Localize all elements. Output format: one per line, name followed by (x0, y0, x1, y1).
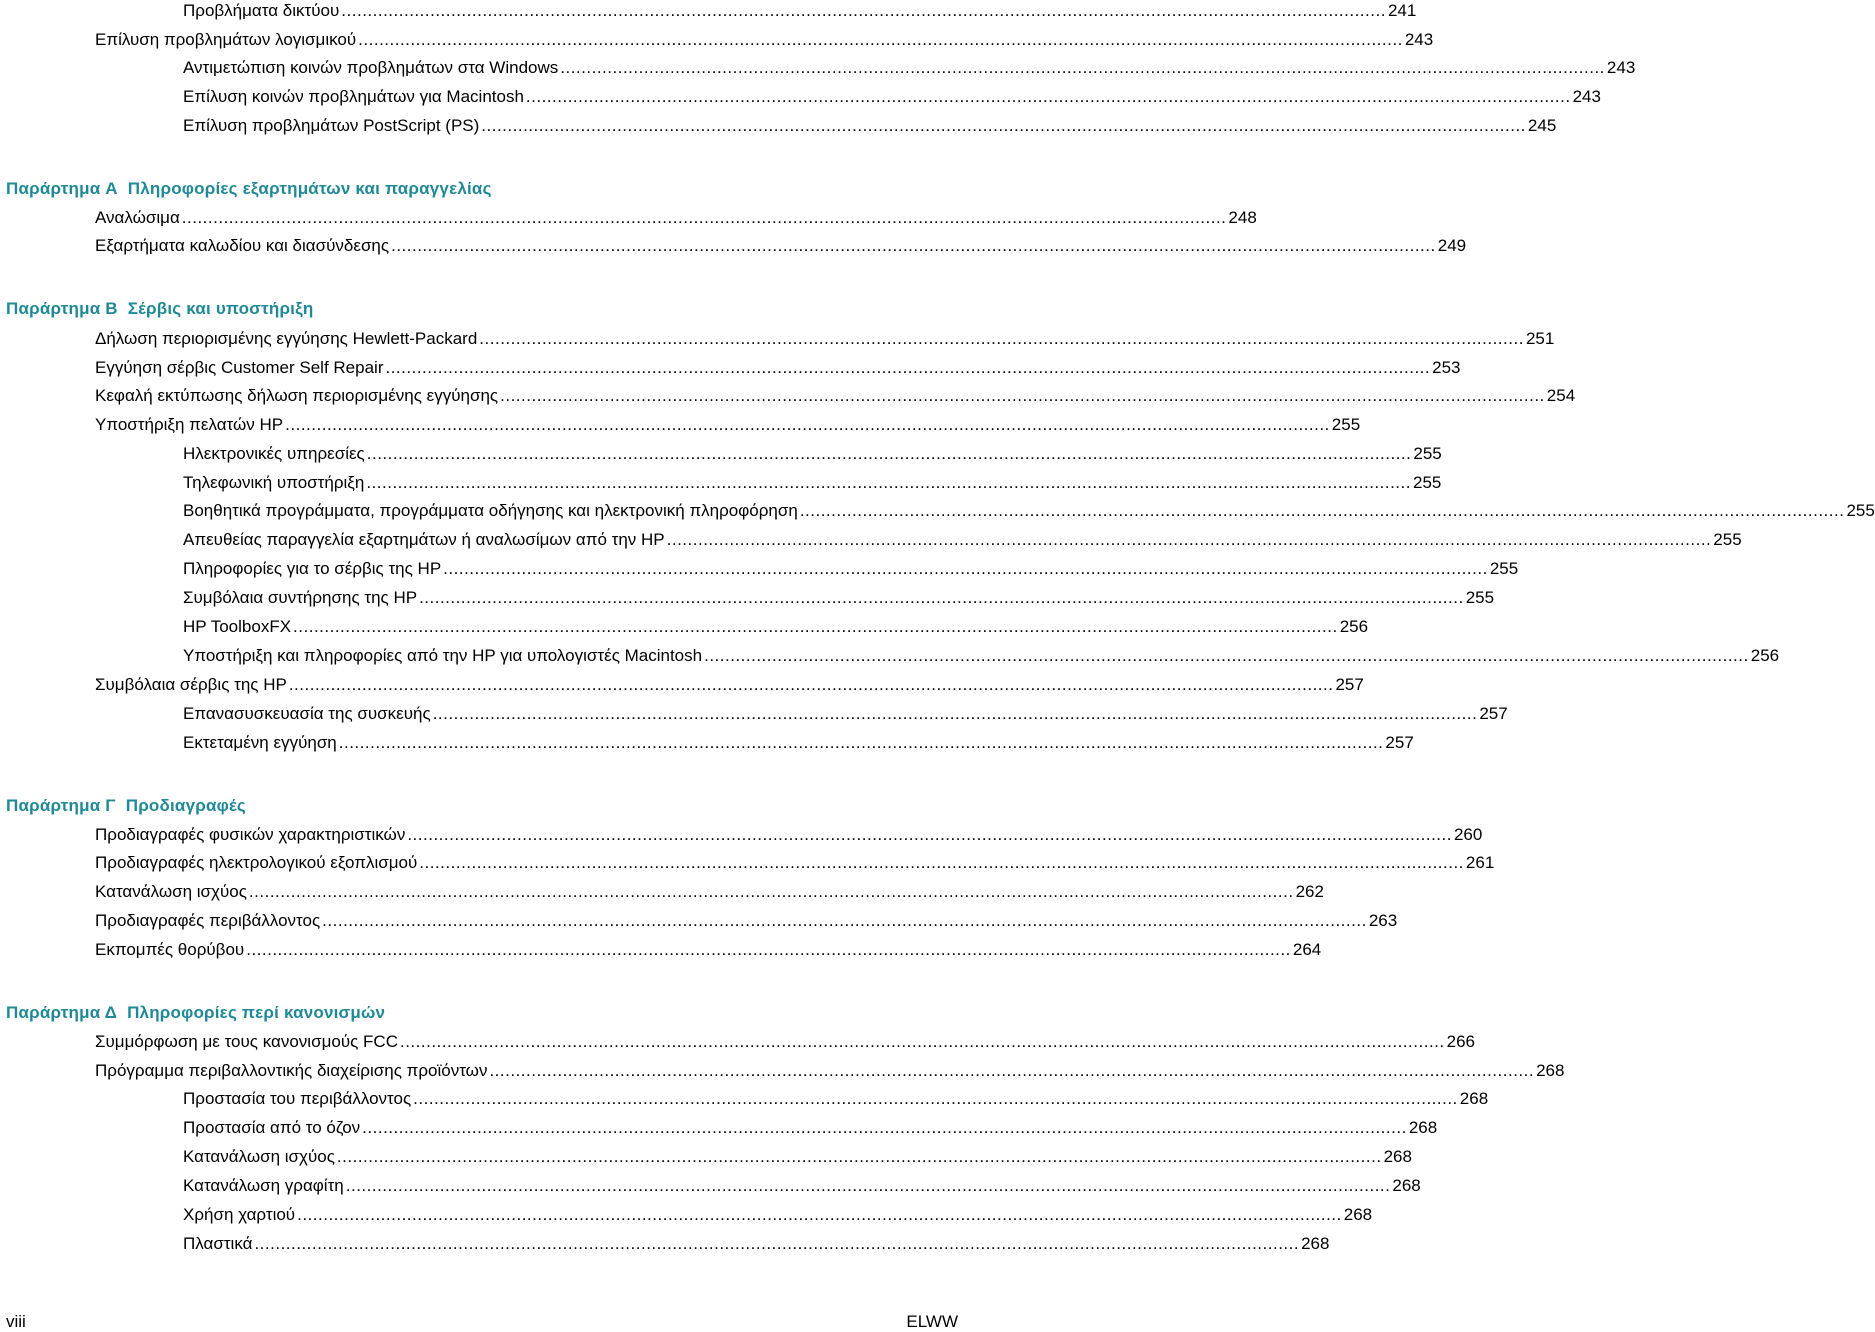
dot-leader: ........................................................................................................................................................................................................ (345, 1176, 1391, 1195)
dot-leader: ........................................................................................................................................................................................................ (489, 1061, 1535, 1080)
toc-entry-title: Προβλήματα δικτύου (183, 1, 340, 20)
dot-leader: ........................................................................................................................................................................................................ (246, 940, 1291, 959)
toc-entry[interactable] (95, 328, 1555, 350)
dot-leader: ........................................................................................................................................................................................................ (443, 559, 1488, 578)
toc-entry-page: 268 (1383, 1147, 1412, 1166)
toc-entry-page: 241 (1387, 1, 1417, 20)
toc-entry-page: 255 (1489, 559, 1519, 578)
appendix-heading (6, 178, 492, 200)
toc-entry-page: 255 (1412, 473, 1442, 492)
toc-entry[interactable] (95, 852, 1495, 874)
toc-entry[interactable] (183, 500, 1875, 522)
toc-entry-page: 264 (1292, 940, 1322, 959)
toc-entry-title: Επίλυση προβλημάτων λογισμικού (95, 30, 357, 49)
dot-leader: ........................................................................................................................................................................................................ (385, 358, 1431, 377)
toc-entry[interactable] (183, 57, 1636, 79)
toc-entry-title: Συμμόρφωση με τους κανονισμούς FCC (95, 1032, 398, 1051)
toc-entry-page: 243 (1572, 87, 1601, 106)
toc-entry-page: 255 (1465, 588, 1495, 607)
dot-leader: ........................................................................................................................................................................................................ (704, 646, 1749, 665)
toc-entry[interactable] (183, 1175, 1421, 1197)
dot-leader: ........................................................................................................................................................................................................ (481, 116, 1526, 135)
toc-entry[interactable] (183, 472, 1442, 494)
toc-entry-page: 257 (1479, 704, 1508, 723)
toc-entry-title: Πληροφορίες για το σέρβις της HP (183, 559, 442, 578)
toc-entry[interactable] (95, 674, 1364, 696)
toc-entry-title: Κεφαλή εκτύπωσης δήλωση περιορισμένης εγγύησης (95, 386, 499, 405)
toc-entry-title: Αναλώσιμα (95, 208, 180, 227)
toc-entry-page: 257 (1385, 733, 1414, 752)
toc-entry[interactable] (183, 1146, 1412, 1168)
toc-entry-title: Υποστήριξη και πληροφορίες από την HP για υπολογιστές Macintosh (183, 646, 703, 665)
toc-entry-title: Εκτεταμένη εγγύηση (183, 733, 337, 752)
appendix-title: Πληροφορίες εξαρτημάτων και παραγγελίας (127, 179, 492, 198)
footer-doc-code: ELWW (906, 1312, 958, 1331)
dot-leader: ........................................................................................................................................................................................................ (666, 530, 1712, 549)
toc-entry-page: 255 (1331, 415, 1361, 434)
toc-entry-page: 268 (1536, 1061, 1565, 1080)
toc-entry-title: Συμβόλαια σέρβις της HP (95, 675, 287, 694)
toc-entry[interactable] (95, 357, 1461, 379)
dot-leader: ........................................................................................................................................................................................................ (419, 588, 1464, 607)
appendix-heading (6, 298, 313, 320)
toc-entry-page: 243 (1606, 58, 1636, 77)
toc-entry-page: 257 (1335, 675, 1364, 694)
toc-entry[interactable] (95, 235, 1467, 257)
dot-leader: ........................................................................................................................................................................................................ (799, 501, 1845, 520)
appendix-label: Παράρτημα B (6, 299, 118, 318)
toc-entry-page: 263 (1368, 911, 1398, 930)
toc-entry-page: 260 (1453, 825, 1483, 844)
appendix-heading (6, 795, 246, 817)
toc-entry-title: Εγγύηση σέρβις Customer Self Repair (95, 358, 384, 377)
toc-entry-title: Κατανάλωση ισχύος (95, 882, 247, 901)
dot-leader: ........................................................................................................................................................................................................ (500, 386, 1545, 405)
toc-entry-title: Επίλυση προβλημάτων PostScript (PS) (183, 116, 480, 135)
toc-entry-title: Πλαστικά (183, 1234, 253, 1253)
dot-leader: ........................................................................................................................................................................................................ (413, 1089, 1458, 1108)
toc-entry-title: Προδιαγραφές ηλεκτρολογικού εξοπλισμού (95, 853, 418, 872)
toc-entry-title: Απευθείας παραγγελία εξαρτημάτων ή αναλωσίμων από την HP (183, 530, 665, 549)
dot-leader: ........................................................................................................................................................................................................ (407, 825, 1452, 844)
toc-entry-page: 256 (1750, 646, 1780, 665)
toc-entry[interactable] (183, 732, 1414, 754)
appendix-label: Παράρτημα A (6, 179, 118, 198)
toc-entry[interactable] (183, 645, 1780, 667)
toc-entry[interactable] (95, 910, 1398, 932)
toc-entry-page: 261 (1465, 853, 1495, 872)
toc-entry-page: 268 (1408, 1118, 1438, 1137)
toc-entry-title: Πρόγραμμα περιβαλλοντικής διαχείρισης προϊόντων (95, 1061, 488, 1080)
toc-entry-title: Ηλεκτρονικές υπηρεσίες (183, 444, 365, 463)
toc-entry-title: Δήλωση περιορισμένης εγγύησης Hewlett-Packard (95, 329, 478, 348)
toc-entry-page: 268 (1459, 1089, 1489, 1108)
dot-leader: ........................................................................................................................................................................................................ (399, 1032, 1445, 1051)
toc-entry-page: 262 (1295, 882, 1324, 901)
toc-entry-title: Επανασυσκευασία της συσκευής (183, 704, 431, 723)
toc-entry-page: 254 (1546, 386, 1576, 405)
dot-leader: ........................................................................................................................................................................................................ (338, 733, 1384, 752)
toc-entry[interactable] (183, 86, 1601, 108)
footer-page-number: viii (6, 1312, 26, 1331)
toc-entry[interactable] (183, 558, 1519, 580)
toc-entry-page: 268 (1301, 1234, 1330, 1253)
toc-entry[interactable] (95, 414, 1361, 436)
toc-entry[interactable] (95, 385, 1576, 407)
toc-entry-page: 245 (1527, 116, 1557, 135)
dot-leader: ........................................................................................................................................................................................................ (285, 415, 1330, 434)
dot-leader: ........................................................................................................................................................................................................ (391, 236, 1436, 255)
dot-leader: ........................................................................................................................................................................................................ (297, 1205, 1342, 1224)
toc-entry-title: Χρήση χαρτιού (183, 1205, 296, 1224)
toc-entry-title: Αντιμετώπιση κοινών προβλημάτων στα Windows (183, 58, 559, 77)
appendix-label: Παράρτημα Γ (6, 796, 116, 815)
dot-leader: ........................................................................................................................................................................................................ (479, 329, 1524, 348)
toc-entry[interactable] (183, 1088, 1489, 1110)
appendix-label: Παράρτημα Δ (6, 1003, 118, 1022)
toc-entry-title: Επίλυση κοινών προβλημάτων για Macintosh (183, 87, 524, 106)
dot-leader: ........................................................................................................................................................................................................ (419, 853, 1464, 872)
appendix-title: Σέρβις και υποστήριξη (127, 299, 314, 318)
toc-entry-page: 268 (1392, 1176, 1421, 1195)
toc-entry[interactable] (183, 616, 1369, 638)
dot-leader: ........................................................................................................................................................................................................ (341, 1, 1386, 20)
toc-entry-title: Προστασία του περιβάλλοντος (183, 1089, 412, 1108)
toc-entry[interactable] (95, 881, 1324, 903)
toc-entry[interactable] (183, 703, 1508, 725)
toc-entry-title: Κατανάλωση γραφίτη (183, 1176, 344, 1195)
toc-entry-title: Προδιαγραφές περιβάλλοντος (95, 911, 321, 930)
dot-leader: ........................................................................................................................................................................................................ (560, 58, 1605, 77)
dot-leader: ........................................................................................................................................................................................................ (432, 704, 1478, 723)
appendix-title: Πληροφορίες περί κανονισμών (127, 1003, 386, 1022)
toc-entry-page: 255 (1413, 444, 1442, 463)
dot-leader: ........................................................................................................................................................................................................ (358, 30, 1403, 49)
toc-entry[interactable] (183, 443, 1442, 465)
toc-entry-page: 255 (1713, 530, 1742, 549)
toc-entry[interactable] (95, 29, 1434, 51)
toc-entry-title: Προστασία από το όζον (183, 1118, 361, 1137)
dot-leader: ........................................................................................................................................................................................................ (322, 911, 1367, 930)
toc-entry-title: HP ToolboxFX (183, 617, 292, 636)
toc-entry-title: Συμβόλαια συντήρησης της HP (183, 588, 418, 607)
toc-entry[interactable] (183, 587, 1495, 609)
dot-leader: ........................................................................................................................................................................................................ (288, 675, 1334, 694)
toc-entry[interactable] (183, 1117, 1438, 1139)
toc-entry-title: Κατανάλωση ισχύος (183, 1147, 335, 1166)
toc-entry-page: 251 (1525, 329, 1555, 348)
toc-entry-title: Εκπομπές θορύβου (95, 940, 245, 959)
toc-entry-title: Εξαρτήματα καλωδίου και διασύνδεσης (95, 236, 390, 255)
toc-entry[interactable] (183, 115, 1557, 137)
toc-entry-page: 248 (1228, 208, 1257, 227)
toc-entry-page: 243 (1404, 30, 1434, 49)
toc-entry[interactable] (95, 939, 1322, 961)
toc-entry-page: 256 (1339, 617, 1369, 636)
toc-entry[interactable] (95, 1060, 1565, 1082)
toc-entry-title: Υποστήριξη πελατών HP (95, 415, 284, 434)
dot-leader: ........................................................................................................................................................................................................ (248, 882, 1294, 901)
toc-entry[interactable] (183, 529, 1742, 551)
dot-leader: ........................................................................................................................................................................................................ (254, 1234, 1300, 1253)
toc-entry[interactable] (183, 0, 1417, 22)
toc-entry-page: 266 (1446, 1032, 1475, 1051)
toc-entry-title: Τηλεφωνική υποστήριξη (183, 473, 365, 492)
toc-entry-title: Βοηθητικά προγράμματα, προγράμματα οδήγησης και ηλεκτρονική πληροφόρηση (183, 501, 798, 520)
toc-entry[interactable] (95, 824, 1483, 846)
toc-entry-page: 253 (1432, 358, 1461, 377)
toc-entry[interactable] (95, 1031, 1475, 1053)
appendix-heading (6, 1002, 385, 1024)
toc-entry[interactable] (183, 1233, 1330, 1255)
toc-entry[interactable] (183, 1204, 1373, 1226)
dot-leader: ........................................................................................................................................................................................................ (336, 1147, 1382, 1166)
dot-leader: ........................................................................................................................................................................................................ (366, 444, 1412, 463)
dot-leader: ........................................................................................................................................................................................................ (366, 473, 1411, 492)
toc-entry-page: 255 (1846, 501, 1875, 520)
dot-leader: ........................................................................................................................................................................................................ (293, 617, 1338, 636)
dot-leader: ........................................................................................................................................................................................................ (181, 208, 1227, 227)
toc-entry-page: 249 (1437, 236, 1467, 255)
dot-leader: ........................................................................................................................................................................................................ (362, 1118, 1407, 1137)
appendix-title: Προδιαγραφές (125, 796, 246, 815)
toc-entry-page: 268 (1343, 1205, 1373, 1224)
toc-entry-title: Προδιαγραφές φυσικών χαρακτηριστικών (95, 825, 406, 844)
dot-leader: ........................................................................................................................................................................................................ (525, 87, 1571, 106)
toc-entry[interactable] (95, 207, 1257, 229)
